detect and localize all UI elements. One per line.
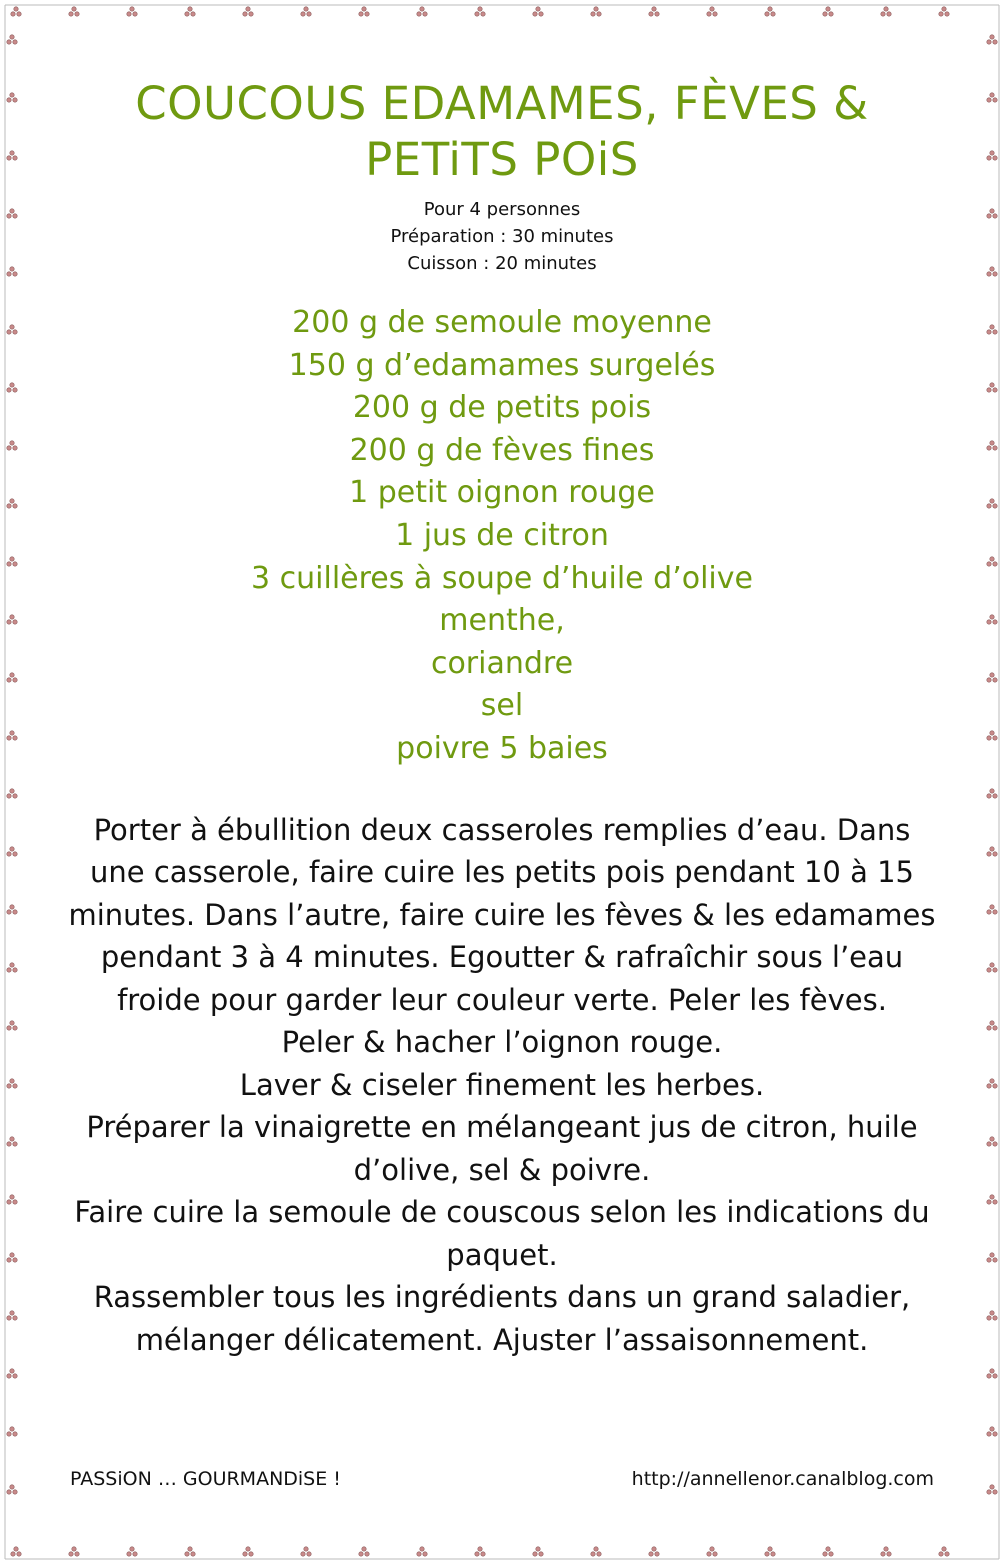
border-dot-cluster xyxy=(69,1547,79,1556)
border-dot-cluster xyxy=(7,1021,17,1030)
instruction-step: Porter à ébullition deux casseroles remplies d’eau. Dans une casserole, faire cuire les petits pois pendant 10 à 15 minutes. Dans l’autre, faire cuire les fèves & les edamames pendant 3 à 4 minutes. Egoutter & rafraîchir sous l’eau froide pour garder leur couleur verte. Peler les fèves. xyxy=(68,812,936,1017)
border-dot-cluster xyxy=(987,1369,997,1378)
border-dot-cluster xyxy=(987,963,997,972)
border-dot-cluster xyxy=(7,673,17,682)
border-dot-cluster xyxy=(127,7,137,16)
border-dot-cluster xyxy=(7,93,17,102)
border-dot-cluster xyxy=(939,1547,949,1556)
border-dot-cluster xyxy=(987,557,997,566)
border-dot-cluster xyxy=(987,35,997,44)
border-dot-cluster xyxy=(823,1547,833,1556)
border-dot-cluster xyxy=(7,963,17,972)
border-dot-cluster xyxy=(7,615,17,624)
border-dot-cluster xyxy=(987,731,997,740)
border-dot-cluster xyxy=(987,905,997,914)
border-dot-cluster xyxy=(7,1311,17,1320)
border-dot-cluster xyxy=(987,209,997,218)
border-dot-cluster xyxy=(939,7,949,16)
border-dot-cluster xyxy=(243,7,253,16)
border-dot-cluster xyxy=(7,847,17,856)
border-dot-cluster xyxy=(475,7,485,16)
border-dot-cluster xyxy=(359,7,369,16)
border-dot-cluster xyxy=(7,151,17,160)
border-dot-cluster xyxy=(417,7,427,16)
border-dot-cluster xyxy=(185,1547,195,1556)
border-dot-cluster xyxy=(987,325,997,334)
instruction-step: Laver & ciseler finement les herbes. xyxy=(239,1067,765,1102)
border-dot-cluster xyxy=(301,7,311,16)
blog-tagline: PASSiON … GOURMANDiSE ! xyxy=(70,1468,341,1490)
ingredient-item: 200 g de fèves fines xyxy=(349,432,655,468)
border-dot-cluster xyxy=(11,1547,21,1556)
servings-text: Pour 4 personnes xyxy=(423,199,581,220)
border-dot-cluster xyxy=(987,441,997,450)
border-dot-cluster xyxy=(127,1547,137,1556)
border-dot-cluster xyxy=(987,1195,997,1204)
border-dot-cluster xyxy=(533,7,543,16)
ingredient-item: sel xyxy=(480,688,524,724)
title-line-1: COUCOUS EDAMAMES, FÈVES & xyxy=(135,77,869,130)
instructions xyxy=(67,809,937,1362)
border-dot-cluster xyxy=(591,1547,601,1556)
ingredient-item: 1 jus de citron xyxy=(395,517,609,553)
border-dot-cluster xyxy=(649,1547,659,1556)
border-dot-cluster xyxy=(987,1021,997,1030)
border-dot-cluster xyxy=(707,7,717,16)
border-dot-cluster xyxy=(987,93,997,102)
border-dot-cluster xyxy=(987,383,997,392)
border-dot-cluster xyxy=(7,1427,17,1436)
border-dot-cluster xyxy=(533,1547,543,1556)
border-dot-cluster xyxy=(243,1547,253,1556)
instruction-step: Préparer la vinaigrette en mélangeant jus de citron, huile d’olive, sel & poivre. xyxy=(86,1110,918,1187)
border-dot-cluster xyxy=(7,905,17,914)
border-dot-cluster xyxy=(7,35,17,44)
border-dot-cluster xyxy=(987,1137,997,1146)
border-dot-cluster xyxy=(987,1311,997,1320)
blog-url: http://annellenor.canalblog.com xyxy=(631,1468,934,1490)
instruction-step: Faire cuire la semoule de couscous selon les indications du paquet. xyxy=(74,1195,930,1272)
border-dot-cluster xyxy=(881,1547,891,1556)
border-dot-cluster xyxy=(7,1195,17,1204)
border-dot-cluster xyxy=(7,1485,17,1494)
ingredient-item: 200 g de semoule moyenne xyxy=(292,305,712,340)
border-dot-cluster xyxy=(987,267,997,276)
border-dot-cluster xyxy=(765,7,775,16)
border-dot-cluster xyxy=(69,7,79,16)
border-dot-cluster xyxy=(987,1079,997,1088)
border-dot-cluster xyxy=(987,615,997,624)
footer xyxy=(70,1468,934,1494)
border-dot-cluster xyxy=(707,1547,717,1556)
preparation-time-text: Préparation : 30 minutes xyxy=(390,226,614,247)
recipe-meta xyxy=(30,196,974,277)
border-dot-cluster xyxy=(987,789,997,798)
ingredient-item: 200 g de petits pois xyxy=(352,390,652,426)
border-dot-cluster xyxy=(649,7,659,16)
border-dot-cluster xyxy=(987,499,997,508)
border-dot-cluster xyxy=(7,1253,17,1262)
border-dot-cluster xyxy=(301,1547,311,1556)
border-dot-cluster xyxy=(7,325,17,334)
border-dot-cluster xyxy=(881,7,891,16)
ingredient-item: coriandre xyxy=(430,645,574,681)
border-dot-cluster xyxy=(7,209,17,218)
border-dot-cluster xyxy=(7,1137,17,1146)
border-dot-cluster xyxy=(987,1427,997,1436)
cooking-time-text: Cuisson : 20 minutes xyxy=(407,253,597,274)
border-dot-cluster xyxy=(987,151,997,160)
border-dot-cluster xyxy=(7,1369,17,1378)
ingredient-item: 3 cuillères à soupe d’huile d’olive xyxy=(251,560,753,596)
border-dot-cluster xyxy=(765,1547,775,1556)
border-dot-cluster xyxy=(987,673,997,682)
border-dot-cluster xyxy=(7,789,17,798)
border-dot-cluster xyxy=(987,1485,997,1494)
ingredient-item: 150 g d’edamames surgelés xyxy=(288,347,716,383)
ingredient-item: 1 petit oignon rouge xyxy=(349,475,655,511)
border-dot-cluster xyxy=(7,383,17,392)
border-dot-cluster xyxy=(7,731,17,740)
border-dot-cluster xyxy=(185,7,195,16)
border-dot-cluster xyxy=(591,7,601,16)
ingredient-item: menthe, xyxy=(439,603,565,639)
border-dot-cluster xyxy=(987,1253,997,1262)
border-dot-cluster xyxy=(11,7,21,16)
border-dot-cluster xyxy=(359,1547,369,1556)
ingredients-list xyxy=(30,302,974,771)
title-line-2: PETiTS POiS xyxy=(365,133,639,186)
recipe-title xyxy=(30,76,974,188)
border-dot-cluster xyxy=(7,441,17,450)
border-dot-cluster xyxy=(417,1547,427,1556)
border-dot-cluster xyxy=(7,267,17,276)
border-dot-cluster xyxy=(7,1079,17,1088)
instruction-step: Rassembler tous les ingrédients dans un grand saladier, mélanger délicatement. Ajuster l’assaisonnement. xyxy=(93,1280,911,1357)
recipe-card xyxy=(30,30,974,1534)
border-dot-cluster xyxy=(475,1547,485,1556)
instruction-step: Peler & hacher l’oignon rouge. xyxy=(281,1025,723,1060)
border-dot-cluster xyxy=(987,847,997,856)
border-dot-cluster xyxy=(823,7,833,16)
ingredient-item: poivre 5 baies xyxy=(396,730,608,766)
border-dot-cluster xyxy=(7,557,17,566)
border-dot-cluster xyxy=(7,499,17,508)
